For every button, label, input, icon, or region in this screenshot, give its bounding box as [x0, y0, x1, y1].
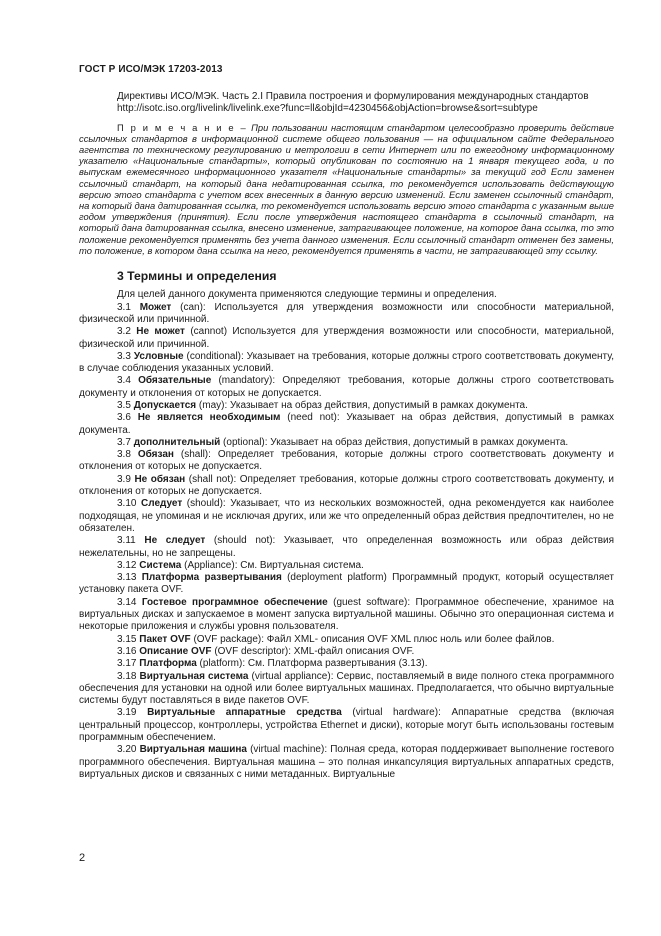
term-name: Виртуальные аппаратные средства — [147, 707, 342, 719]
term-name: Следует — [141, 498, 183, 510]
term-definition — [79, 671, 614, 708]
term-text: (optional): Указывает на образ действия, допустимый в рамках документа. — [220, 436, 569, 448]
term-number: 3.4 — [117, 375, 131, 387]
term-text: (need not): Указывает на образ действия, допустимый в рамках документа. — [79, 412, 614, 436]
note-label: П р и м е ч а н и е – — [117, 121, 248, 133]
reference-url: http://isotc.iso.org/livelink/livelink.exe?func=ll&objId=4230456&objAction=browse&sort=subtype — [117, 103, 538, 115]
note-block — [79, 122, 614, 256]
term-text: (virtual machine): Полная среда, которая поддерживает выполнение гостевого программного обеспечения. Виртуальная машина – это полная инкапсуляция виртуальных аппаратных средств, виртуальных дисков и связанных с ними метаданных. Виртуальные — [79, 744, 614, 780]
term-name: Условные — [133, 350, 184, 362]
term-definition — [79, 560, 614, 572]
term-number: 3.9 — [117, 473, 131, 485]
term-text: (virtual appliance): Сервис, поставляемый в виде полного стека программного обеспечения для установки на одной или более виртуальных машинах. Предполагается, что обычно виртуальные системы будут поставляться в виде пакетов OVF. — [79, 670, 615, 707]
term-text: (platform): См. Платформа развертывания (3.13). — [196, 658, 428, 670]
page-content — [79, 91, 614, 781]
term-definition — [79, 646, 614, 658]
term-name: Описание OVF — [139, 645, 212, 657]
term-number: 3.10 — [117, 498, 137, 510]
term-number: 3.7 — [117, 436, 131, 448]
term-number: 3.14 — [117, 596, 137, 608]
directive-reference: Директивы ИСО/МЭК. Часть 2.I Правила построения и формулирования международных стандартов — [117, 91, 589, 102]
note-text: При пользовании настоящим стандартом целесообразно проверить действие ссылочных стандартов в информационной системе общего пользования — на официальном сайте Федерального агентства по техническому регулированию и метрологии в сети Интернет или по ежегодному информационному указателю «Национальные стандарты», который опубликован по состоянию на 1 января текущего года, и по выпускам ежемесячного информационного указателя «Национальные стандарты» за текущий год Если заменен ссылочный стандарт, на который дана недатированная ссылка, то рекомендуется использовать действующую версию этого стандарта с учетом всех внесенных в данную версию изменений. Если заменен ссылочный стандарт, на который дана датированная ссылка, то рекомендуется использовать версию этого стандарта с указанным выше годом утверждения (принятия). Если после утверждения настоящего стандарта в ссылочный стандарт, на который дана датированная ссылка, внесено изменение, затрагивающее положение, на которое дана ссылка, то это положение рекомендуется применять без учета данного изменения. Если ссылочный стандарт отменен без замены, то положение, в котором дана ссылка на него, рекомендуется применять в части, не затрагивающей эту ссылку. — [79, 121, 615, 256]
term-number: 3.19 — [117, 707, 137, 719]
term-number: 3.20 — [117, 744, 137, 756]
term-name: Виртуальная система — [139, 670, 249, 682]
term-name: Может — [139, 301, 172, 313]
term-name: Платформа развертывания — [141, 572, 282, 584]
term-name: Обязательные — [138, 375, 212, 387]
term-text: (mandatory): Определяют требования, которые должны строго соответствовать документу и отклонения от которых не допускается. — [79, 375, 614, 399]
term-number: 3.8 — [117, 449, 131, 461]
term-name: Виртуальная машина — [139, 744, 247, 756]
term-text: (may): Указывает на образ действия, допустимый в рамках документа. — [196, 400, 528, 411]
term-number: 3.17 — [117, 658, 137, 670]
term-text: (guest software): Программное обеспечение, хранимое на виртуальных дисках и запускаемое в момент запуска виртуальной машины. Обычно это операционная система и некоторые приложения и службы уровня пользователя. — [79, 596, 614, 633]
term-number: 3.16 — [117, 645, 137, 657]
term-name: Не является необходимым — [137, 412, 281, 424]
term-number: 3.1 — [117, 301, 131, 313]
term-number: 3.3 — [117, 350, 131, 362]
term-text: (Appliance): См. Виртуальная система. — [181, 559, 364, 571]
term-definition — [79, 658, 614, 670]
term-number: 3.11 — [117, 535, 136, 547]
term-name: Не обязан — [134, 473, 186, 485]
section-intro: Для целей данного документа применяются следующие термины и определения. — [117, 289, 497, 301]
section-title: 3 Термины и определения — [117, 269, 277, 284]
term-name: Система — [139, 559, 182, 571]
term-name: Обязан — [137, 449, 174, 461]
term-number: 3.6 — [117, 412, 131, 424]
term-text: (can): Используется для утверждения возможности или способности материальной, физической или причинной. — [79, 301, 614, 325]
page-number: 2 — [79, 852, 86, 864]
term-definition — [79, 707, 614, 744]
term-definition — [79, 634, 614, 646]
term-text: (shall not): Определяет требования, которые должны строго соответствовать документу, и отклонения от которых не допускается. — [79, 473, 614, 498]
term-text: (OVF package): Файл XML- описания OVF XML плюс ноль или более файлов. — [190, 633, 555, 645]
term-definition — [79, 449, 614, 474]
term-name: Не следует — [144, 535, 206, 547]
term-definition — [79, 351, 614, 376]
term-definition — [79, 400, 614, 412]
term-definition — [79, 302, 614, 327]
term-text: (conditional): Указывает на требования, которые должны строго соответствовать документу, в случае соблюдения указанных условий. — [79, 350, 615, 375]
term-number: 3.12 — [117, 559, 137, 571]
term-definition — [79, 437, 614, 449]
term-number: 3.5 — [117, 400, 131, 411]
term-definition — [79, 326, 614, 351]
term-text: (virtual hardware): Аппаратные средства (включая центральный процессор, контроллеры, устройства Ethernet и диски), которые могут быть использованы гостевым программным обеспечением. — [79, 707, 615, 744]
term-name: Пакет OVF — [139, 633, 191, 645]
term-number: 3.18 — [117, 670, 137, 682]
term-definition — [79, 498, 614, 535]
term-name: Допускается — [133, 400, 197, 411]
term-definition — [79, 572, 614, 597]
term-definition — [79, 597, 614, 634]
term-text: (deployment platform) Программный продукт, который осуществляет установку пакета OVF. — [79, 572, 614, 596]
term-number: 3.15 — [117, 633, 137, 645]
term-text: (shall): Определяет требования, которые должны строго соответствовать документу и отклонения от которых не допускается. — [79, 449, 614, 473]
term-number: 3.2 — [117, 326, 131, 338]
term-name: дополнительный — [133, 436, 221, 448]
term-text: (should not): Указывает, что определенная возможность или образ действия нежелательны, но не запрещены. — [79, 535, 615, 559]
term-text: (should): Указывает, что из нескольких возможностей, одна рекомендуется как наиболее подходящая, не упоминая и не исключая других, или же что определенный образ действия предпочтителен, но не обязателен. — [79, 498, 614, 534]
term-name: Гостевое программное обеспечение — [141, 596, 328, 608]
term-name: Платформа — [139, 658, 197, 670]
term-definition — [79, 474, 614, 499]
term-number: 3.13 — [117, 572, 137, 584]
term-definition — [79, 412, 614, 437]
terms-list — [79, 302, 614, 782]
term-definition — [79, 535, 614, 560]
term-definition — [79, 375, 614, 400]
term-text: (OVF descriptor): XML-файл описания OVF. — [211, 645, 415, 657]
document-header: ГОСТ Р ИСО/МЭК 17203-2013 — [79, 64, 223, 75]
term-text: (cannot) Используется для утверждения возможности или способности, материальной, физической или причинной. — [79, 326, 614, 350]
term-name: Не может — [136, 326, 185, 338]
term-definition — [79, 744, 614, 781]
